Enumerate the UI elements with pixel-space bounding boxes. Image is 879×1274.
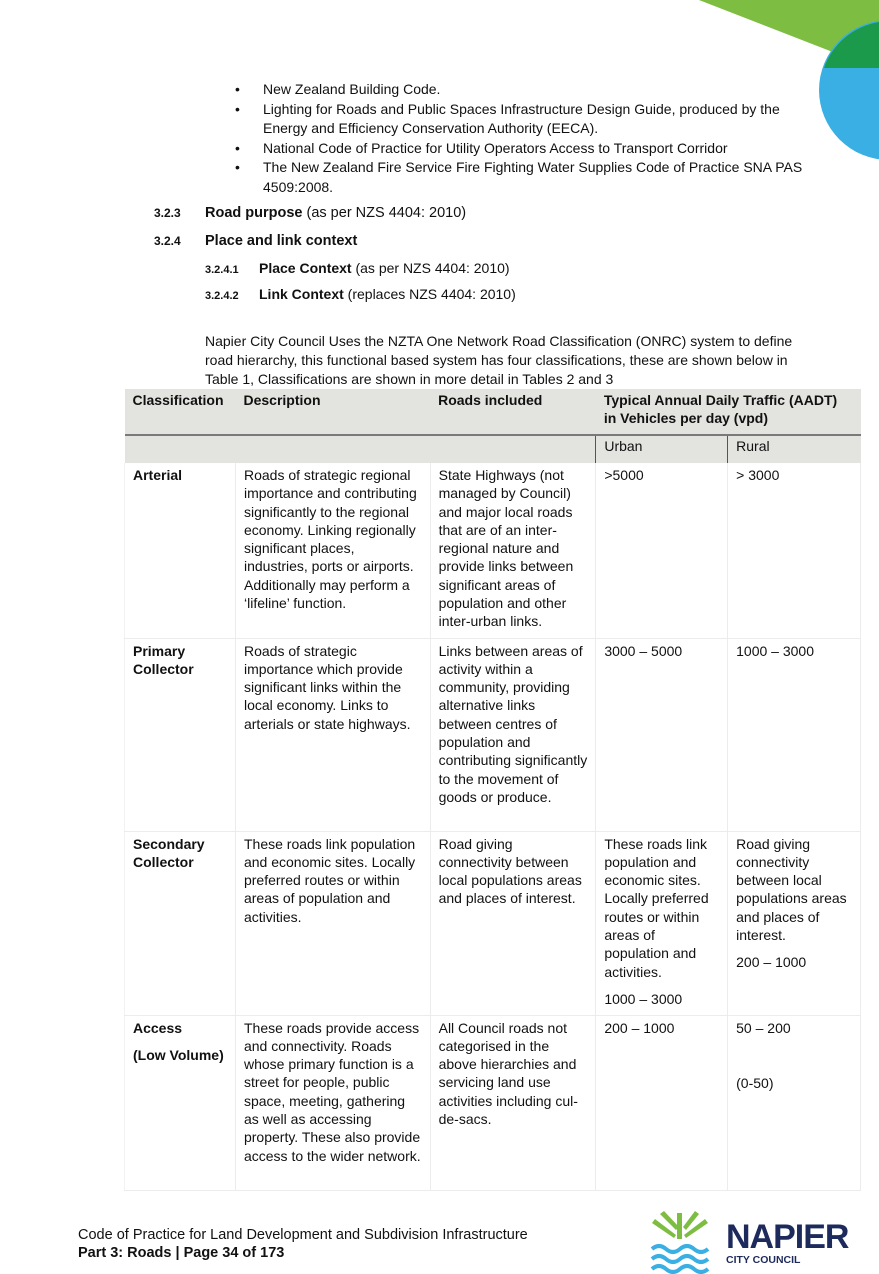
- col-header-urban: Urban: [596, 435, 728, 463]
- cell-rural: 50 – 200 (0-50): [728, 1015, 861, 1190]
- table-row: [125, 638, 861, 831]
- cell-rural: > 3000: [728, 463, 861, 638]
- col-header-classification: Classification: [125, 389, 236, 435]
- col-header-rural: Rural: [728, 435, 861, 463]
- cell-urban: >5000: [596, 463, 728, 638]
- col-header-description: Description: [235, 389, 430, 435]
- cell-roads: State Highways (not managed by Council) and major local roads that are of an inter-regional nature and provide links between significant areas of population and other inter-urban links.: [430, 463, 596, 638]
- cell-description: Roads of strategic regional importance and contributing significantly to the regional economy. Linking regionally significant places, industries, ports or airports. Additionally may perform a ‘lifeline’ function.: [235, 463, 430, 638]
- page-footer: [78, 1226, 528, 1262]
- cell-classification: Arterial: [125, 463, 236, 638]
- list-item: • National Code of Practice for Utility Operators Access to Transport Corridor: [235, 139, 728, 156]
- cell-rural: 1000 – 3000: [728, 638, 861, 831]
- col-header-roads: Roads included: [430, 389, 596, 435]
- cell-classification: Access (Low Volume): [125, 1015, 236, 1190]
- heading-3-2-4: 3.2.4 Place and link context: [154, 233, 358, 249]
- blank-header: [125, 435, 236, 463]
- cell-roads: Links between areas of activity within a community, providing alternative links between centres of population and contributing significantly to the movement of goods or produce.: [430, 638, 596, 831]
- heading-3-2-4-2: 3.2.4.2 Link Context (replaces NZS 4404: 2010): [205, 286, 516, 302]
- table-row: [125, 1015, 861, 1190]
- table-row: [125, 831, 861, 1015]
- cell-roads: All Council roads not categorised in the above hierarchies and servicing land use activities including cul-de-sacs.: [430, 1015, 596, 1190]
- reference-list: [234, 80, 804, 197]
- footer-title: Code of Practice for Land Development and Subdivision Infrastructure: [78, 1227, 528, 1243]
- table-row: [125, 463, 861, 638]
- road-classification-table: [124, 389, 861, 1191]
- cell-classification: Secondary Collector: [125, 831, 236, 1015]
- cell-description: These roads provide access and connectivity. Roads whose primary function is a street for people, public space, meeting, gathering as well as accessing property. These also provide access to the wider network.: [235, 1015, 430, 1190]
- cell-rural: Road giving connectivity between local populations areas and places of interest. 200 – 1000: [728, 831, 861, 1015]
- cell-urban: 3000 – 5000: [596, 638, 728, 831]
- heading-3-2-3: 3.2.3 Road purpose (as per NZS 4404: 2010): [154, 205, 467, 221]
- heading-3-2-4-1: 3.2.4.1 Place Context (as per NZS 4404: 2010): [205, 260, 510, 276]
- cell-description: Roads of strategic importance which provide significant links within the local economy. Links to arterials or state highways.: [235, 638, 430, 831]
- list-item: • New Zealand Building Code.: [235, 81, 441, 97]
- blank-header: [235, 435, 430, 463]
- cell-roads: Road giving connectivity between local populations areas and places of interest.: [430, 831, 596, 1015]
- cell-classification: Primary Collector: [125, 638, 236, 831]
- blank-header: [430, 435, 596, 463]
- col-header-aadt: Typical Annual Daily Traffic (AADT) in Vehicles per day (vpd): [596, 389, 861, 435]
- list-item: • The New Zealand Fire Service Fire Fighting Water Supplies Code of Practice SNA PAS 4509:2008.: [235, 159, 803, 195]
- cell-urban: These roads link population and economic sites. Locally preferred routes or within areas of population and activities. 1000 – 3000: [596, 831, 728, 1015]
- onrc-paragraph: Napier City Council Uses the NZTA One Network Road Classification (ONRC) system to define road hierarchy, this functional based system has four classifications, these are shown below in Table 1, Classifications are shown in more detail in Tables 2 and 3: [205, 333, 793, 387]
- logo-wordmark: NAPIER CITY COUNCIL: [726, 1218, 849, 1266]
- list-item: • Lighting for Roads and Public Spaces Infrastructure Design Guide, produced by the Energy and Efficiency Conservation Authority (EECA).: [235, 100, 780, 136]
- footer-page-number: Part 3: Roads | Page 34 of 173: [78, 1245, 285, 1261]
- cell-description: These roads link population and economic sites. Locally preferred routes or within areas of population and activities.: [235, 831, 430, 1015]
- cell-urban: 200 – 1000: [596, 1015, 728, 1190]
